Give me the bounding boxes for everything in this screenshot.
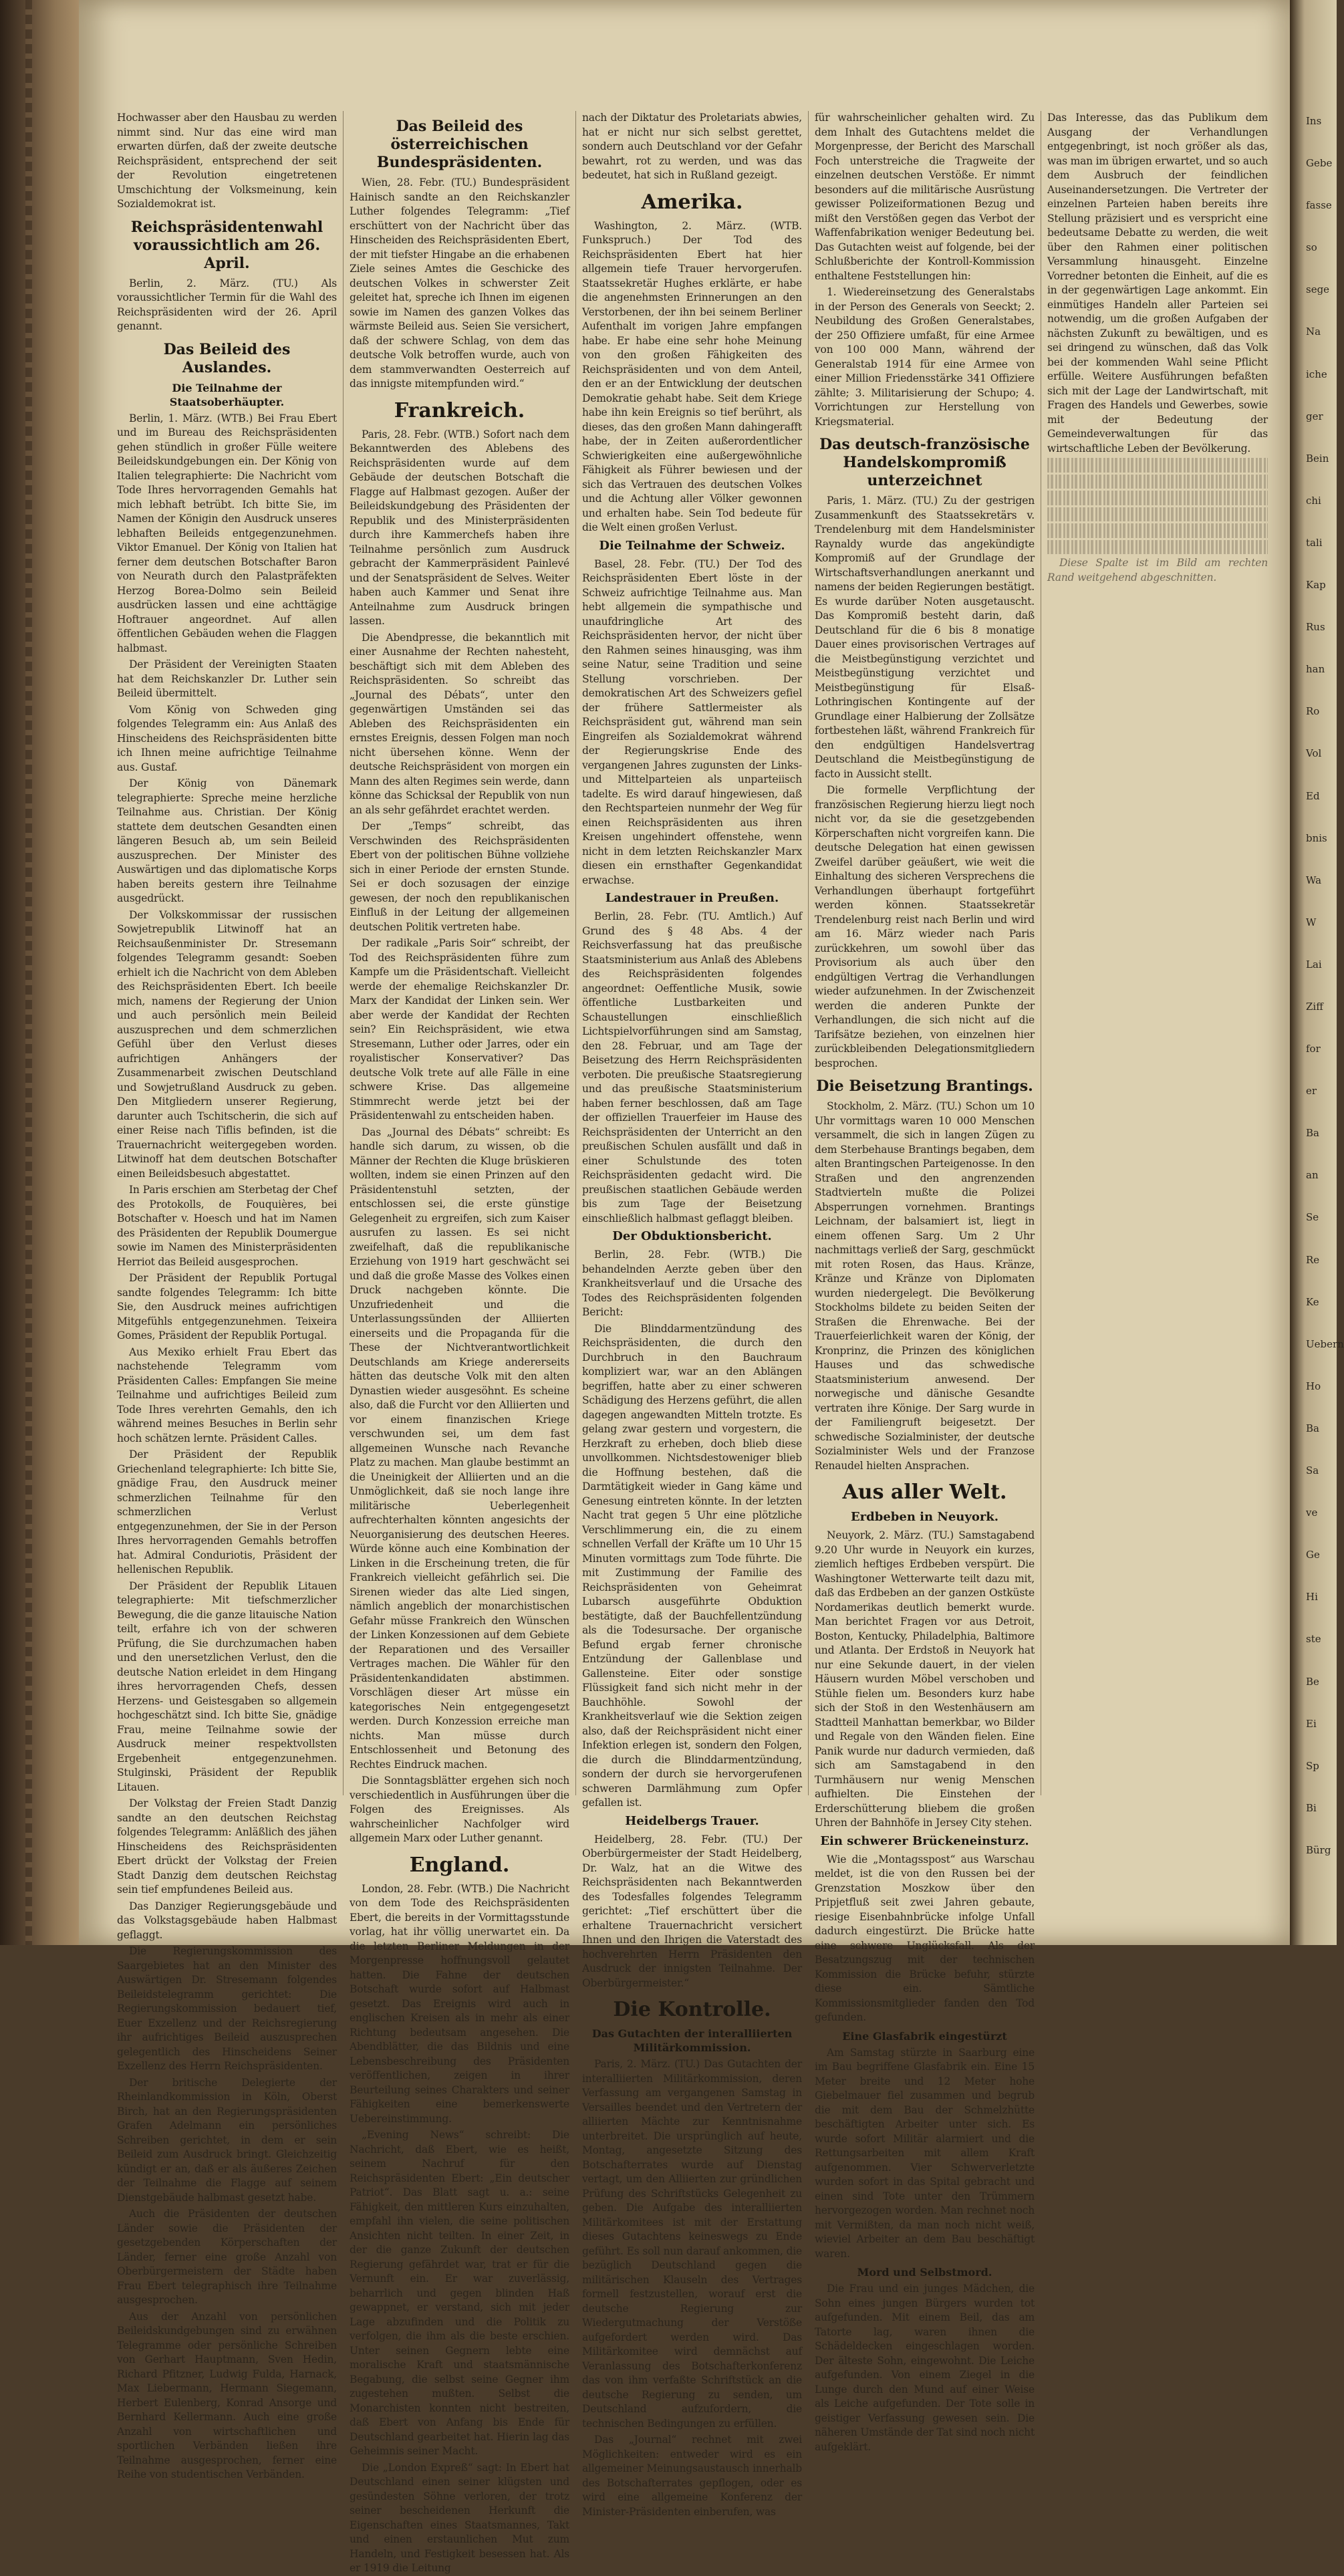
article-heidelberg: Heidelberg, 28. Febr. (TU.) Der Oberbürgermeister der Stadt Heidelberg, Dr. Walz, hat an die Witwe des Reichspräsidenten nach Bekanntwerden des Todesfalles folgendes Telegramm gerichtet: „Tief erschüttert über die erhaltene Trauernachricht versichert Ihnen und den Ihrigen die Vaterstadt des hochverehrten Herrn Präsidenten den Ausdruck der innigsten Teilnahme. Der Oberbürgermeister.“ [582, 1833, 802, 1989]
next-page-fragment: ger [1306, 410, 1323, 422]
article-bridge-collapse: Wie die „Montagsspost“ aus Warschau meldet, ist die von den Russen bei der Grenzstation Moszkow über den Pripjetfluß seit zwei Jahren gebaute, riesige Eisenbahnbrücke infolge Unfall dadurch eingestürzt. Die Brücke hatte eine schwere Unglücksfall. Als der Besatzungszug mit der technischen Kommission die Brücke befuhr, stürzte diese ein. Sämtliche Kommissionsmitglieder fanden den Tod gefunden. [815, 1853, 1035, 2023]
next-page-fragment: er [1306, 1085, 1317, 1098]
next-page-fragment: Ei [1306, 1717, 1317, 1730]
headline-heidelberg: Heidelbergs Trauer. [625, 1813, 759, 1828]
text-line-placeholder [1047, 523, 1268, 538]
article-france-4: Der radikale „Paris Soir“ schreibt, der Tod des Reichspräsidenten führe zum Kampfe um die Präsidentschaft. Vielleicht werde der ehemalige Reichskanzler Dr. Marx der Kandidat der Linken sein. Wer aber werde der Kandidat der Rechten sein? Ein Reichspräsident, wie etwa Stresemann, Luther oder Jarres, oder ein royalistischer Konservativer? Das deutsche Volk trete auf alle Fälle in eine schwere Krise. Das allgemeine Stimmrecht werde jetzt bei der Präsidentenwahl zu entscheiden haben. [350, 937, 569, 1122]
article-autopsy-intro: Berlin, 28. Febr. (WTB.) Die behandelnden Aerzte geben über den Krankheitsverlauf und die Ursache des Todes des Reichspräsidenten folgenden Bericht: [582, 1249, 802, 1318]
next-page-fragment: Ba [1306, 1422, 1319, 1434]
next-page-fragment: Ziff [1306, 1001, 1323, 1013]
next-page-fragment: ve [1306, 1507, 1318, 1519]
article-murder: Die Frau und ein junges Mädchen, die Sohn eines jungen Bürgers wurden tot aufgefunden. Mit einem Beil, das am Tatorte lag, waren ihnen die Schädeldecken eingeschlagen worden. Der älteste Sohn, eingewohnt. Die Leiche aufgefunden. Von einem Ziegel in die Lunge durch den Mund auf einer Weise als Leiche aufgefunden. Der Tote solle in geistiger Verfassung gewesen sein. Die näheren Umstände der Tat sind noch nicht aufgeklärt. [815, 2283, 1035, 2453]
headline-trade-compromise: Das deutsch-französische Handelskompromiß unterzeichnet [819, 436, 1030, 489]
next-page-fragment: Sa [1306, 1464, 1319, 1477]
article-france-3: Der „Temps“ schreibt, das Verschwinden des Reichspräsidenten Ebert von der politischen Bühne vollziehe sich in einer Periode der ernsten Stunde. Sei er doch sozusagen der einzige gewesen, der noch den republikanischen Einfluß in der Leitung der allgemeinen deutschen Politik vertreten habe. [350, 820, 569, 933]
next-page-fragment: Se [1306, 1211, 1319, 1224]
next-page-fragment: Ge [1306, 1549, 1320, 1561]
next-page-fragment: Gebe [1306, 157, 1333, 170]
next-page-fragment: han [1306, 663, 1325, 676]
next-page-fragment: Bi [1306, 1801, 1317, 1814]
next-page-fragment: Kap [1306, 579, 1326, 592]
article-columns [111, 111, 1275, 2574]
text-line-placeholder [1047, 491, 1268, 505]
article-france-1: Paris, 28. Febr. (WTB.) Sofort nach dem Bekanntwerden des Ablebens des Reichspräsidenten wurde auf dem Gebäude der deutschen Botschaft die Flagge auf Halbmast gezogen. Außer der Beileidskundgebung des Präsidenten der Republik und des Ministerpräsidenten durch ihre Kammerchefs haben ihre Teilnahme persönlich zum Ausdruck gebracht der Kammerpräsident Painlevé und der Senatspräsident de Selves. Weiter haben auch Kammer und Senat ihre Anteilnahme zum Ausdruck bringen lassen. [350, 428, 569, 627]
text-line-placeholder [1047, 458, 1268, 473]
article-election-date: Berlin, 2. März. (TU.) Als voraussichtlicher Termin für die Wahl des Reichspräsidenten wird der 26. April genannt. [117, 277, 337, 332]
article-condolence-rhineland: Der britische Delegierte der Rheinlandkommission in Köln, Oberst Birch, hat an den Regierungspräsidenten Grafen Adelmann ein persönliches Schreiben gerichtet, in dem er sein Beileid zum Ausdruck bringt. Gleichzeitig kündigt er an, daß er als äußeres Zeichen der Teilnahme die Flagge auf seinem Dienstgebäude halbmast gesetzt habe. [117, 2076, 337, 2204]
text-line-placeholder [1047, 507, 1268, 522]
next-page-fragment: so [1306, 241, 1317, 254]
next-page-fragment: Ke [1306, 1295, 1319, 1308]
next-page-fragment: Na [1306, 326, 1321, 338]
next-page-fragment: Uebern [1306, 1337, 1344, 1350]
article-austria: Wien, 28. Febr. (TU.) Bundespräsident Hainisch sandte an den Reichskanzler Luther folgendes Telegramm: „Tief erschüttert von der Nachricht über das Hinscheiden des Reichspräsidenten Ebert, der mit tiefster Hingabe an die erhabenen Ziele seines Amtes die Geschicke des deutschen Volkes in schwerster Zeit geleitet hat, spreche ich Ihnen im eigenen sowie im Namen des ganzen Volkes das wärmste Beileid aus. Seien Sie versichert, daß der schwere Schlag, von dem das deutsche Volk betroffen wurde, auch von dem stammverwandten Oesterreich auf das innigste mitempfunden wird.“ [350, 176, 569, 390]
headline-control: Die Kontrolle. [613, 1998, 771, 2021]
headline-branting: Die Beisetzung Brantings. [816, 1077, 1033, 1095]
binding-stitching [25, 0, 32, 1945]
next-page-fragment: Ro [1306, 705, 1320, 718]
article-danzig-flags: Das Danziger Regierungsgebäude und das Volkstagsgebäude haben Halbmast geflaggt. [117, 1900, 337, 1941]
article-condolence-usa: Der Präsident der Vereinigten Staaten hat dem Reichskanzler Dr. Luther sein Beileid übermittelt. [117, 658, 337, 699]
next-page-fragment: W [1306, 916, 1317, 928]
article-condolence-saar: Die Regierungskommission des Saargebietes hat an den Minister des Auswärtigen Dr. Stresemann folgendes Beileidstelegramm gerichtet: Die Regierungskommission bedauert tief, Euer Exzellenz und der Reichsregierung ihr aufrichtiges Beileid auszusprechen gelegentlich des Hinscheidens Seiner Exzellenz des Herrn Reichspräsidenten. [117, 1945, 337, 2072]
next-page-fragment: Ins [1306, 115, 1322, 127]
headline-england: England. [409, 1853, 510, 1877]
headline-election-date: Reichspräsidentenwahl voraussichtlich am 26. April. [130, 218, 323, 272]
next-page-fragment: an [1306, 1169, 1319, 1182]
next-page-fragment: Ed [1306, 789, 1320, 802]
column-5-continuation: Das Interesse, das das Publikum dem Ausgang der Verhandlungen entgegenbringt, ist noch größer als das, was man im übrigen erwartet, und so auch dem Ausbruch der feindlichen Auseinandersetzungen. Die Vertreter der einzelnen Parteien haben bereits ihre Stellung präzisiert und es verspricht eine bedeutsame Debatte zu werden, die weit über den Rahmen einer politischen Versammlung hinausgeht. Einzelne Vorredner betonten die Einheit, auf die es in der gegenwärtigen Lage ankommt. Ein einmütiges Handeln aller Parteien sei notwendig, um die großen Aufgaben der nächsten Zukunft zu bewältigen, und es sei dringend zu wünschen, daß das Volk bei der kommenden Wahl seine Pflicht erfülle. Weitere Ausführungen befaßten sich mit der Lage der Landwirtschaft, mit Fragen des Handels und Gewerbes, sowie mit der Bedeutung der Gemeindeverwaltungen für das wirtschaftliche Leben der Bevölkerung. [1047, 112, 1268, 455]
article-condolence-portugal: Der Präsident der Republik Portugal sandte folgendes Telegramm: Ich bitte Sie, den Ausdruck meines aufrichtigen Mitgefühls entgegenzunehmen. Teixeira Gomes, Präsident der Republik Portugal. [117, 1272, 337, 1341]
article-prussia-mourning: Berlin, 28. Febr. (TU. Amtlich.) Auf Grund des § 48 Abs. 4 der Reichsverfassung hat das preußische Staatsministerium aus Anlaß des Ablebens des Reichspräsidenten folgendes angeordnet: Oeffentliche Musik, sowie öffentliche Lustbarkeiten und Schaustellungen einschließlich Lichtspielvorführungen sind am Samstag, den 28. Februar, und am Tage der Beisetzung des Herrn Reichspräsidenten verboten. Die preußische Staatsregierung und das preußische Staatsministerium haben ferner beschlossen, daß am Tage der offiziellen Trauerfeier im Hause des Reichspräsidenten der Unterricht an den preußischen Schulen ausfällt und daß in einer Schulstunde des toten Reichspräsidenten gedacht wird. Die preußischen staatlichen Gebäude werden bis zum Tage der Beisetzung einschließlich halbmast geflaggt bleiben. [582, 910, 802, 1225]
next-page-fragment: Bürg [1306, 1843, 1331, 1856]
article-control-1: Paris, 2. März. (TU.) Das Gutachten der interalliierten Militärkommission, deren Verfassung am vergangenen Samstag in Versailles beendet und den Vertretern der alliierten Mächte zur Kenntnisnahme unterbreitet. Die ursprünglich auf heute, Montag, angesetzte Sitzung des Botschafterrates wurde auf Dienstag vertagt, um den Alliierten zur gründlichen Prüfung des Schriftstücks Gelegenheit zu geben. Die Aufgabe des interalliierten Militärkomitees ist mit der Erstattung dieses Gutachtens keineswegs zu Ende geführt. Es soll nun darauf ankommen, die bezüglich Deutschland gegen die militärischen Klauseln des Vertrages formell festzustellen, worauf erst die deutsche Regierung zur Wiedergutmachung der Verstöße aufgefordert werden wird. Das Militärkomitee wird demnächst auf Veranlassung des Botschafterkonferenz das von ihm verfaßte Schriftstück an die deutsche Regierung zu senden, um Deutschland aufzufordern, die technischen Bedingungen zu erfüllen. [582, 2058, 802, 2430]
article-england-2: „Evening News“ schreibt: Die Nachricht, daß Ebert, wie es heißt, seinem Nachruf für den Reichspräsidenten Ebert: „Ein deutscher Patriot“. Das Blatt sagt u. a.: seine Fähigkeit, den mittleren Kurs einzuhalten, empfahl ihn vielen, die seine politischen Ansichten nicht teilten. In einer Zeit, in der die ganze Zukunft der deutschen Regierung gefährdet war, trat er für die Vernunft ein. Er war zuverlässig, beharrlich und gegen blinden Haß gewappnet, er verstand, sich mit jeder Lage abzufinden und die Politik zu verfolgen, die ihm als die beste erschien. Unter seinen Gegnern lebte eine moralische Kraft und staatsmännische Begabung, die selbst seine Gegner ihm zugestehen mußten. Selbst die Monarchisten konnten nicht bestreiten, daß Ebert von Anfang bis Ende für Deutschland gearbeitet hat. Hierin lag das Geheimnis seiner Macht. [350, 2129, 569, 2457]
article-earthquake: Neuyork, 2. März. (TU.) Samstagabend 9.20 Uhr wurde in Neuyork ein kurzes, ziemlich heftiges Erdbeben verspürt. Die Washingtoner Wetterwarte teilt dazu mit, daß das Erdbeben an der ganzen Ostküste Nordamerikas deutlich bemerkt wurde. Man berichtet Fragen vor aus Detroit, Boston, Kentucky, Philadelphia, Baltimore und Atlanta. Der Erdstoß in Neuyork hat nur eine Sekunde dauert, in der vielen Häusern wurden Möbel verschoben und Stühle fielen um. Besonders kurz habe sich der Stoß in den Westenhäusern am Stadtteil Manhattan bemerkbar, wo Bilder und Regale von den Wänden fielen. Eine Panik wurde nur dadurch vermieden, daß sich am Samstagabend in den Turmhäusern nur wenig Menschen aufhielten. Die Einstehen der Erderschütterung bliebem die großen Uhren der Bahnhöfe in Jersey City stehen. [815, 1529, 1035, 1829]
column-5-note: Diese Spalte ist im Bild am rechten Rand weitgehend abgeschnitten. [1047, 557, 1268, 584]
column-1-intro: Hochwasser aber den Hausbau zu werden nimmt sind. Nur das eine wird man erwarten dürfen, daß der zweite deutsche Reichspräsident, entsprechend der seit der Revolution eingetretenen Umschichtung der Volksmeinung, kein Sozialdemokrat ist. [117, 112, 337, 210]
next-page-fragment: fasse [1306, 199, 1332, 212]
headline-murder: Mord und Selbstmord. [857, 2266, 992, 2279]
headline-france: Frankreich. [394, 398, 525, 422]
article-america: Washington, 2. März. (WTB. Funkspruch.) Der Tod des Reichspräsidenten Ebert hat hier allgemein tiefe Trauer hervorgerufen. Staatssekretär Hughes erklärte, er habe die angenehmsten Erinnerungen an den Verstorbenen, der ihn bei seinem Berliner Aufenthalt im vorigen Jahre empfangen habe. Er habe eine sehr hohe Meinung von den großen Fähigkeiten des Reichspräsidenten und von dem Anteil, den er an der Entwicklung der deutschen Demokratie gehabt habe. Seit dem Kriege habe ihn kein Ereignis so tief berührt, als dieses, das den großen Mann dahingerafft habe, der in Zeiten außerordentlicher Schwierigkeiten eine außergewöhnliche Fähigkeit als Führer bewiesen und der sich das Vertrauen des deutschen Volkes und die Achtung aller Völker gewonnen und erhalten habe. Sein Tod bedeute für die Welt einen großen Verlust. [582, 219, 802, 533]
next-page-fragment: Sp [1306, 1759, 1319, 1772]
article-france-5: Das „Journal des Débats“ schreibt: Es handle sich darum, zu wissen, ob die Männer der Rechten die Kluge brüskieren wollten, indem sie einen Prinzen auf den Präsidentenstuhl setzten, der entschlossen sei, die erste günstige Gelegenheit zu ergreifen, sich zum Kaiser ausrufen zu lassen. Es sei nicht zweifelhaft, daß die republikanische Erziehung von 1919 hart geschwächt sei und daß die große Masse des Volkes einen Druck nachgeben könnte. Die Unzufriedenheit und die Unterlassungssünden der Alliierten einerseits und die Propaganda für die These der Nichtverantwortlichkeit Deutschlands am Kriege andererseits hätten das deutsche Volk mit den alten Dynastien wieder ausgesöhnt. Es scheine also, daß die Furcht vor den Alliierten und vor einem finanzischen Kriege verschwunden sei, um dem fast allgemeinen Wunsche nach Revanche Platz zu machen. Man glaube bestimmt an die Uneinigkeit der Alliierten und an die Unmöglichkeit, daß sie noch lange ihre militärische Ueberlegenheit aufrechterhalten könnten angesichts der Neuorganisierung des deutschen Heeres. Würde könne auch eine Kombination der Linken in die Erscheinung treten, die für Frankreich vielleicht gefährlich sei. Die Sirenen wieder das alte Lied singen, nämlich angeblich der monarchistischen Gefahr müsse Frankreich den Wünschen der Linken Konzessionen auf dem Gebiete der Reparationen und des Versailler Vertrages machen. Die Wähler für den Präsidentenkandidaten abstimmen. Vorschlägen dieser Art müsse ein kategorisches Nein entgegengesetzt werden. Durch Konzession erreiche man nichts. Man müsse durch Entschlossenheit und Betonung des Rechtes Eindruck machen. [350, 1126, 569, 1771]
headline-switzerland: Die Teilnahme der Schweiz. [599, 538, 785, 553]
next-page-fragment: chi [1306, 494, 1321, 507]
column-5 [1041, 111, 1274, 1795]
column-3 [576, 111, 809, 2518]
article-condolence-danzig: Der Volkstag der Freien Stadt Danzig sandte an den deutschen Reichstag folgendes Telegramm: Anläßlich des jähen Hinscheidens des Reichspräsidenten Ebert drückt der Volkstag der Freien Stadt Danzig dem deutschen Reichstag sein tief empfundenes Beileid aus. [117, 1797, 337, 1896]
next-page-edge [1290, 0, 1344, 1945]
next-page-fragment: Vol [1306, 747, 1322, 760]
headline-world-news: Aus aller Welt. [842, 1480, 1007, 1504]
newspaper-page [79, 0, 1290, 2574]
article-england-3: Die „London Expreß“ sagt: In Ebert hat Deutschland einen seiner klügsten und gesündesten Söhne verloren, der trotz seiner bescheidenen Herkunft die Eigenschaften eines Staatsmannes, Takt und einen erstaunlichen Mut zum Handeln, und Festigkeit besessen hat. Als er 1919 die Leitung [350, 2461, 569, 2574]
next-page-fragment: ste [1306, 1633, 1321, 1646]
headline-foreign-condolence: Das Beileid des Auslandes. [163, 340, 291, 376]
column-2 [344, 111, 576, 2574]
article-branting: Stockholm, 2. März. (TU.) Schon um 10 Uhr vormittags waren 10 000 Menschen versammelt, die sich in langen Zügen zu dem Sterbehause Brantings begaben, dem alten Brantingschen Parteigenosse. In den Straßen und den angrenzenden Stadtvierteln mußte die Polizei Absperrungen vornehmen. Brantings Leichnam, der balsamiert ist, liegt in einem offenen Sarg. Um 2 Uhr nachmittags verließ der Sarg, geschmückt mit roten Rosen, das Haus. Kränze, Kränze und Kränze von Diplomaten wurden niedergelegt. Die Bevölkerung Stockholms bildete zu beiden Seiten der Straßen die Ehrenwache. Bei der Trauerfeierlichkeit waren der König, der Kronprinz, die Prinzen des königlichen Hauses und das schwedische Staatsministerium anwesend. Der norwegische und dänische Gesandte vertraten ihre Könige. Der Sarg wurde in der Familiengruft beigesetzt. Der schwedische Sozialminister, der deutsche Sozialminister Wels und der Franzose Renaudel hielten Ansprachen. [815, 1100, 1035, 1472]
next-page-fragment: sege [1306, 283, 1330, 296]
next-page-fragment: Wa [1306, 874, 1322, 886]
article-autopsy-report: Die Blinddarmentzündung des Reichspräsidenten, die durch den Durchbruch in den Bauchraum kompliziert war, war an den Ablängen begriffen, hatte aber zu einer schweren Schädigung des Herzens geführt, die allen dagegen angewandten Mitteln trotzte. Es gelang zwar gestern und vorgestern, die Herzkraft zu erheben, doch blieb diese unvollkommen. Nichtsdestoweniger blieb die Hoffnung bestehen, daß die Darmtätigkeit wieder in Gang käme und Genesung eintreten könnte. In der letzten Nacht trat gegen 5 Uhr eine plötzliche Verschlimmerung ein, die zu einem schnellen Verfall der Kräfte um 10 Uhr 15 Minuten vormittags zum Tode führte. Die mit Zustimmung der Familie des Reichspräsidenten von Geheimrat Lubarsch ausgeführte Obduktion bestätigte, daß der Bauchfellentzündung als die Todesursache. Der organische Befund ergab ferner chronische Entzündung der Gallenblase und Gallensteine. Eiter oder sonstige Flüssigkeit fand sich nicht mehr in der Bauchhöhle. Sowohl der Krankheitsverlauf wie die Sektion zeigen also, daß der Reichspräsident nicht einer Infektion erlegen ist, sondern den Folgen, die durch die Blinddarmentzündung, sondern der durch sie hervorgerufenen schweren Darmlähmung zum Opfer gefallen ist. [582, 1322, 802, 1809]
article-glass-factory: Am Samstag stürzte in Saarburg eine im Bau begriffene Glasfabrik ein. Eine 15 Meter breite und 12 Meter hohe Giebelmauer fiel zusammen und begrub die mit dem Bau der Schmelzhütte beschäftigten Arbeiter unter sich. Es wurde sofort Militär alarmiert und die Rettungsarbeiten mit allem Kraft aufgenommen. Vier Schwerverletzte wurden sofort in das Spital gebracht und einen sind Tote unter den Trümmern hervorgezogen worden. Man rechnet noch mit Vermißten, da man noch nicht weiß, wieviel Arbeiter an dem Bau beschäftigt waren. [815, 2046, 1035, 2260]
next-page-fragment: for [1306, 1043, 1321, 1055]
headline-prussia-mourning: Landestrauer in Preußen. [605, 891, 779, 905]
subheadline-heads-of-state: Die Teilnahme der Staatsoberhäupter. [169, 381, 285, 408]
column-4 [809, 111, 1041, 2453]
book-binding [0, 0, 79, 1945]
article-control-2: Das „Journal“ rechnet mit zwei Möglichkeiten: entweder wird es ein allgemeiner Meinungsaustausch innerhalb des Botschafterrates gepflogen, oder es wird eine allgemeine Konferenz der Minister-Präsidenten einberufen, was [582, 2434, 802, 2518]
article-condolence-denmark: Der König von Dänemark telegraphierte: Spreche meine herzliche Teilnahme aus. Christian. Der König stattete dem deutschen Gesandten einen längeren Besuch ab, um sein Beileid auszusprechen. Der Minister des Auswärtigen und das diplomatische Korps haben bereits gestern ihre Teilnahme ausgedrückt. [117, 777, 337, 904]
next-page-fragment: Ba [1306, 1127, 1319, 1140]
article-condolence-states: Auch die Präsidenten der deutschen Länder sowie die Präsidenten der gesetzgebenden Körperschaften der Länder, ferner eine große Anzahl von Oberbürgermeistern der Städte haben Frau Ebert telegraphisch ihre Teilnahme ausgesprochen. [117, 2208, 337, 2306]
article-england-1: London, 28. Febr. (WTB.) Die Nachricht von dem Tode des Reichspräsidenten Ebert, die bereits in der Vormittagsstunde vorlag, hat ihr völlig unerwartet ein. Da die letzten Berliner Meldungen in der Morgenpresse hoffnungsvoll gelautet hatten. Die Fahne der deutschen Botschaft wurde sofort auf Halbmast gesetzt. Das Ereignis wird auch in englischen Kreisen als in mehr als einer Richtung bedeutsam angesehen. Die Abendblätter, die das Bildnis und eine Lebensbeschreibung des Präsidenten veröffentlichen, zeigen in ihrer Beurteilung seines Charakters und seiner Fähigkeiten eine bemerkenswerte Uebereinstimmung. [350, 1882, 569, 2125]
headline-america: Amerika. [641, 190, 743, 214]
headline-earthquake: Erdbeben in Neuyork. [850, 1510, 999, 1524]
next-page-fragment: Ho [1306, 1380, 1321, 1392]
article-trade-1: Paris, 1. März. (TU.) Zu der gestrigen Zusammenkunft des Staatssekretärs v. Trendelenburg mit dem Handelsminister Raynaldy wurde das angekündigte Kompromiß auf der Grundlage der Wirtschaftsverhandlungen anerkannt und namens der beiden Regierungen bestätigt. Es wurde darüber Noten ausgetauscht. Das Kompromiß besteht darin, daß Deutschland für die 6 bis 8 monatige Dauer eines provisorischen Vertrages auf die Meistbegünstigung verzichtet und Meistbegünstigung verzichtet und Meistbegünstigung für Elsaß-Lothringischen Kontingente auf der Grundlage einer Halbierung der Zollsätze fortbestehen läßt, während Frankreich für den endgültigen Handelsvertrag Deutschland die Meistbegünstigung de facto in Aussicht stellt. [815, 495, 1035, 780]
headline-autopsy: Der Obduktionsbericht. [612, 1229, 772, 1243]
article-control-list: 1. Wiedereinsetzung des Generalstabs in der Person des Generals von Seeckt; 2. Neubildung des Großen Generalstabes, der 250 Offiziere umfaßt, für eine Armee von 100 000 Mann, während der Generalstab 1914 für eine Armee von einer Million Friedensstärke 341 Offiziere zählte; 3. Militarisierung der Schupo; 4. Vorrichtungen zur Herstellung von Kriegsmaterial. [815, 286, 1035, 428]
next-page-fragment: Re [1306, 1253, 1320, 1266]
next-page-fragment: Lai [1306, 958, 1322, 971]
article-condolence-soviet: Der Volkskommissar der russischen Sowjetrepublik Litwinoff hat an Reichsaußenminister Dr. Stresemann folgendes Telegramm gesandt: Soeben erhielt ich die Nachricht von dem Ableben des Reichspräsidenten Ebert. Ich beeile mich, namens der Regierung der Union und auch persönlich mein Beileid auszusprechen und dem schmerzlichen Gefühl über den Verlust dieses aufrichtigen Anhängers der Zusammenarbeit zwischen Deutschland und Sowjetrußland Ausdruck zu geben. Den Mitgliedern unserer Regierung, darunter auch Tschitscherin, die sich auf einer Reise nach Tiflis befinden, ist die Trauernachricht weitergegeben worden. Litwinoff hat dem deutschen Botschafter einen Beileidsbesuch abgestattet. [117, 908, 337, 1180]
column-1 [111, 111, 344, 2480]
next-page-fragment: Bein [1306, 452, 1329, 465]
article-switzerland: Basel, 28. Febr. (TU.) Der Tod des Reichspräsidenten Ebert löste in der Schweiz aufrichtige Teilnahme aus. Man hebt allgemein die sympathische und unaufdringliche Art des Reichspräsidenten hervor, der nicht über den Rahmen seines hinausging, was ihm seine Natur, seine Tradition und seine Stellung vorschrieben. Der demokratischen Art des Schweizers gefiel der frühere Sattlermeister als Reichspräsident gut, während man sein Eingreifen als Sozialdemokrat während der Regierungskrise Ende des vergangenen Jahres zugunsten der Links- und Mittelparteien als unparteiisch tadelte. Es wird darauf hingewiesen, daß den Rechtsparteien nunmehr der Weg für einen Reichspräsidenten aus ihren Kreisen ungehindert offenstehe, wenn nicht in dem letzten Reichskanzler Marx diesen ein ernsthafter Gegenkandidat erwachse. [582, 557, 802, 886]
next-page-fragment: Rus [1306, 621, 1325, 634]
article-condolence-paris: In Paris erschien am Sterbetag der Chef des Protokolls, de Fouquières, bei Botschafter v. Hoesch und hat im Namen des Präsidenten der Republik Doumergue sowie im Namen des Ministerpräsidenten Herriot das Beileid ausgesprochen. [117, 1184, 337, 1268]
article-condolence-italy: Berlin, 1. März. (WTB.) Bei Frau Ebert und im Bureau des Reichspräsidenten gehen stündlich in großer Fülle weitere Beileidskundgebungen ein. Der König von Italien telegraphierte: Die Nachricht vom Tode Ihres hervorragenden Gemahls hat mich lebhaft betrübt. Ich bitte Sie, im Namen der Königin den Ausdruck unseres lebhaften Beileids entgegenzunehmen. Viktor Emanuel. Der König von Italien hat ferner dem deutschen Botschafter Baron von Neurath durch den Palastpräfekten Herzog Borea-Dolmo sein Beileid ausdrücken lassen und eine achttägige Hoftrauer angeordnet. Auf allen öffentlichen Gebäuden wehen die Flaggen halbmast. [117, 412, 337, 654]
article-france-2: Die Abendpresse, die bekanntlich mit einer Ausnahme der Rechten nahesteht, beschäftigt sich mit dem Ableben des Reichspräsidenten. So schreibt das „Journal des Débats“, unter den gegenwärtigen Umständen sei das Ableben des Reichspräsidenten ein ernstes Ereignis, dessen Folgen man noch nicht übersehen könne. Wenn der deutsche Reichspräsident von morgen ein Mann des alten Regimes sein werde, dann könne das Schicksal der Republik von nun an als sehr gefährdet erachtet werden. [350, 631, 569, 816]
article-trade-2: Die formelle Verpflichtung der französischen Regierung hierzu liegt noch nicht vor, da sie die gesetzgebenden Körperschaften nicht vorgreifen kann. Die deutsche Delegation hat einen gewissen Zweifel darüber geäußert, wie weit die Einhaltung des sicheren Versprechens die Verhandlungen überhaupt fortgeführt werden können. Staatssekretär Trendelenburg reist nach Berlin und wird am 16. März wieder nach Paris zurückkehren, um sowohl über das Provisorium als auch über den endgültigen Vertrag die Verhandlungen wieder aufzunehmen. In der Zwischenzeit werden die anderen Punkte der Verhandlungen, die sich nicht auf die Tarifsätze beziehen, von einzelnen hier zurückbleibenden Delegationsmitgliedern besprochen. [815, 784, 1035, 1069]
text-line-placeholder [1047, 475, 1268, 489]
headline-glass-factory: Eine Glasfabrik eingestürzt [842, 2029, 1007, 2043]
article-condolence-greece: Der Präsident der Republik Griechenland telegraphierte: Ich bitte Sie, gnädige Frau, den Ausdruck meiner schmerzlichen Teilnahme für den schmerzlichen Verlust entgegenzunehmen, der Sie in der Person Ihres hervorragenden Gemahls betroffen hat. Admiral Conduriotis, Präsident der hellenischen Republik. [117, 1448, 337, 1575]
column-3-continuation: nach der Diktatur des Proletariats abwies, hat er nicht nur sich selbst gerettet, sondern auch Deutschland vor der Gefahr bewahrt, rot zu werden, und was das bedeutet, hat sich in Rußland gezeigt. [582, 112, 802, 181]
headline-bridge-collapse: Ein schwerer Brückeneinsturz. [820, 1833, 1029, 1848]
next-page-fragment: tali [1306, 536, 1323, 549]
next-page-fragment: iche [1306, 368, 1327, 380]
article-condolence-lithuania: Der Präsident der Republik Litauen telegraphierte: Mit tiefschmerzlicher Bewegung, die die ganze litauische Nation teilt, erfahre ich von der schweren Prüfung, die Sie durchzumachen haben und den unersetzlichen Verlust, den die deutsche Nation erleidet in dem Hingang ihres hervorragenden Chefs, dessen Herzens- und Geistesgaben so allgemein hochgeschätzt sind. Ich bitte Sie, gnädige Frau, meine Teilnahme sowie der Ausdruck meiner respektvollsten Ergebenheit entgegenzunehmen. Stulginski, Präsident der Republik Litauen. [117, 1579, 337, 1793]
article-condolence-mexico: Aus Mexiko erhielt Frau Ebert das nachstehende Telegramm vom Präsidenten Calles: Empfangen Sie meine Teilnahme und aufrichtiges Beileid zum Tode Ihres verehrten Gemahls, den ich während meines Besuches in Berlin sehr hoch schätzen lernte. Präsident Calles. [117, 1345, 337, 1444]
headline-austria: Das Beileid des österreichischen Bundespräsidenten. [376, 118, 543, 171]
subheadline-control: Das Gutachten der interalliierten Militärkommission. [591, 2027, 793, 2054]
article-condolence-personal: Aus der Anzahl von persönlichen Beileidskundgebungen sind zu erwähnen Telegramme oder persönliche Schreiben von Gerhart Hauptmann, Sven Hedin, Richard Pfitzner, Ludwig Fulda, Harnack, Max Liebermann, Hermann Siegemann, Herbert Eulenberg, Konrad Ansorge und Bernhard Kellermann. Auch eine große Anzahl von wirtschaftlichen und sportlichen Verbänden ließen ihre Teilnahme ausgesprochen, ferner eine Reihe von studentischen Verbänden. [117, 2310, 337, 2480]
next-page-fragment: Hi [1306, 1591, 1318, 1603]
next-page-fragment: bnis [1306, 831, 1327, 844]
article-france-6: Die Sonntagsblätter ergehen sich noch verschiedentlich in Ausführungen über die Folgen des Ereignisses. Als wahrscheinlicher Nachfolger wird allgemein Marx oder Luther genannt. [350, 1775, 569, 1844]
next-page-fragment: Be [1306, 1675, 1319, 1688]
text-line-placeholder [1047, 540, 1268, 555]
article-condolence-sweden: Vom König von Schweden ging folgendes Telegramm ein: Aus Anlaß des Hinscheidens des Reichspräsidenten bitte ich Ihnen meine aufrichtige Teilnahme aus. Gustaf. [117, 703, 337, 773]
column-4-continuation: für wahrscheinlicher gehalten wird. Zu dem Inhalt des Gutachtens meldet die Morgenpresse, der Bericht des Marschall Foch unterstreiche die Tragweite der einzelnen deutschen Verstöße. Er nimmt besonders auf die militärische Ausrüstung gewisser Polizeiformationen Bezug und mißt den Verstößen gegen das Verbot der Waffenfabrikation weniger Bedeutung bei. Das Gutachten weist auf folgende, bei der Schlußberichte der Kontroll-Kommission enthaltene Feststellungen hin: [815, 112, 1035, 282]
